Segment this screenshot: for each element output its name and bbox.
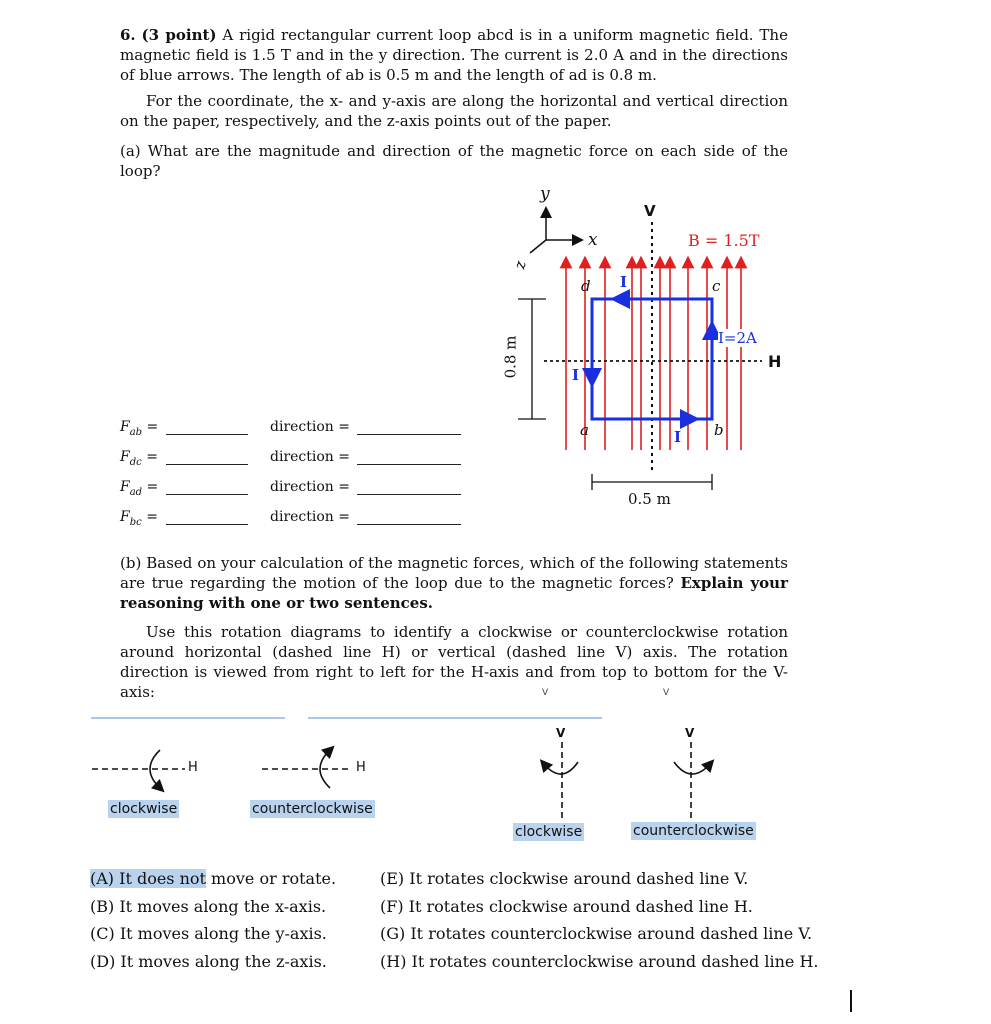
part-a-question: (a) What are the magnitude and direction of the magnetic force on each side of the loop? xyxy=(120,142,788,180)
corner-a-label: a xyxy=(580,421,589,439)
width-label: 0.5 m xyxy=(628,490,671,508)
h-axis-label: H xyxy=(768,352,782,371)
force-label-dc: $F_{dc}$ = xyxy=(120,449,158,468)
axis-x-label: x xyxy=(588,230,598,250)
h-label-1: H xyxy=(188,760,198,775)
option-e[interactable]: (E) It rotates clockwise around dashed line V. xyxy=(380,869,749,888)
direction-label-ad: direction = xyxy=(270,479,350,495)
corner-d-label: d xyxy=(581,277,591,295)
field-label: B = 1.5T xyxy=(688,231,760,250)
stray-v-mark-2: V xyxy=(663,688,670,698)
option-f[interactable]: (F) It rotates clockwise around dashed line H. xyxy=(380,897,753,916)
caption-v-clockwise: clockwise xyxy=(515,824,583,840)
problem-number: 6. xyxy=(120,26,136,44)
axis-y-label: y xyxy=(540,184,550,204)
corner-b-label: b xyxy=(714,421,724,439)
stray-v-mark-1: V xyxy=(542,688,549,698)
problem-intro-text: A rigid rectangular current loop abcd is in a uniform magnetic field. The magnetic field is 1.5 T and in the y direction. The current is 2.0 A and in the directions of blue arrows. The length of ab is 0.5 m and the length of ad is 0.8 m. xyxy=(120,26,788,84)
direction-label-bc: direction = xyxy=(270,509,350,525)
v-label-1: V xyxy=(556,726,566,740)
current-bottom-label: I xyxy=(674,428,682,446)
direction-label-ab: direction = xyxy=(270,419,350,435)
v-label-2: V xyxy=(685,726,695,740)
text-cursor xyxy=(850,990,852,1012)
h-counterclockwise-diagram xyxy=(262,750,352,788)
h-label-2: H xyxy=(356,760,366,775)
axis-z-label: z xyxy=(510,259,530,271)
coordinate-note: For the coordinate, the x- and y-axis are along the horizontal and vertical direction on the paper, respectively, and the z-axis points out of the paper. xyxy=(120,92,788,130)
option-g[interactable]: (G) It rotates counterclockwise around dashed line V. xyxy=(380,924,813,943)
rotation-note: Use this rotation diagrams to identify a clockwise or counterclockwise rotation around horizontal (dashed line H) or vertical (dashed line V) axis. The rotation direction is viewed from right to left for the H-axis and from top to bottom for the V-axis: xyxy=(120,623,788,701)
v-counterclockwise-diagram xyxy=(674,742,710,820)
force-label-bc: $F_{bc}$ = xyxy=(120,509,158,528)
caption-h-clockwise: clockwise xyxy=(110,801,178,817)
current-top-label: I xyxy=(620,273,628,291)
part-b-question: (b) Based on your calculation of the magnetic forces, which of the following statements are true regarding the motion of the loop due to the magnetic forces? Explain your reasoning with one or two sentences. xyxy=(120,554,788,612)
caption-h-counterclockwise: counterclockwise xyxy=(252,801,373,817)
force-label-ab: $F_{ab}$ = xyxy=(120,419,159,438)
current-left-label: I xyxy=(572,366,580,384)
option-a[interactable]: (A) It does not move or rotate. xyxy=(90,869,337,888)
caption-v-counterclockwise: counterclockwise xyxy=(633,823,754,839)
problem-points: (3 point) xyxy=(141,26,217,44)
v-clockwise-diagram xyxy=(544,742,578,820)
current-label: I=2A xyxy=(718,329,757,347)
h-clockwise-diagram xyxy=(92,750,185,788)
force-label-ad: $F_{ad}$ = xyxy=(120,479,159,498)
option-c[interactable]: (C) It moves along the y-axis. xyxy=(90,924,327,943)
option-d[interactable]: (D) It moves along the z-axis. xyxy=(90,952,327,971)
v-axis-label: V xyxy=(644,202,656,220)
direction-label-dc: direction = xyxy=(270,449,350,465)
option-b[interactable]: (B) It moves along the x-axis. xyxy=(90,897,327,916)
height-label: 0.8 m xyxy=(501,335,520,379)
option-h[interactable]: (H) It rotates counterclockwise around dashed line H. xyxy=(380,952,819,971)
corner-c-label: c xyxy=(712,277,721,295)
